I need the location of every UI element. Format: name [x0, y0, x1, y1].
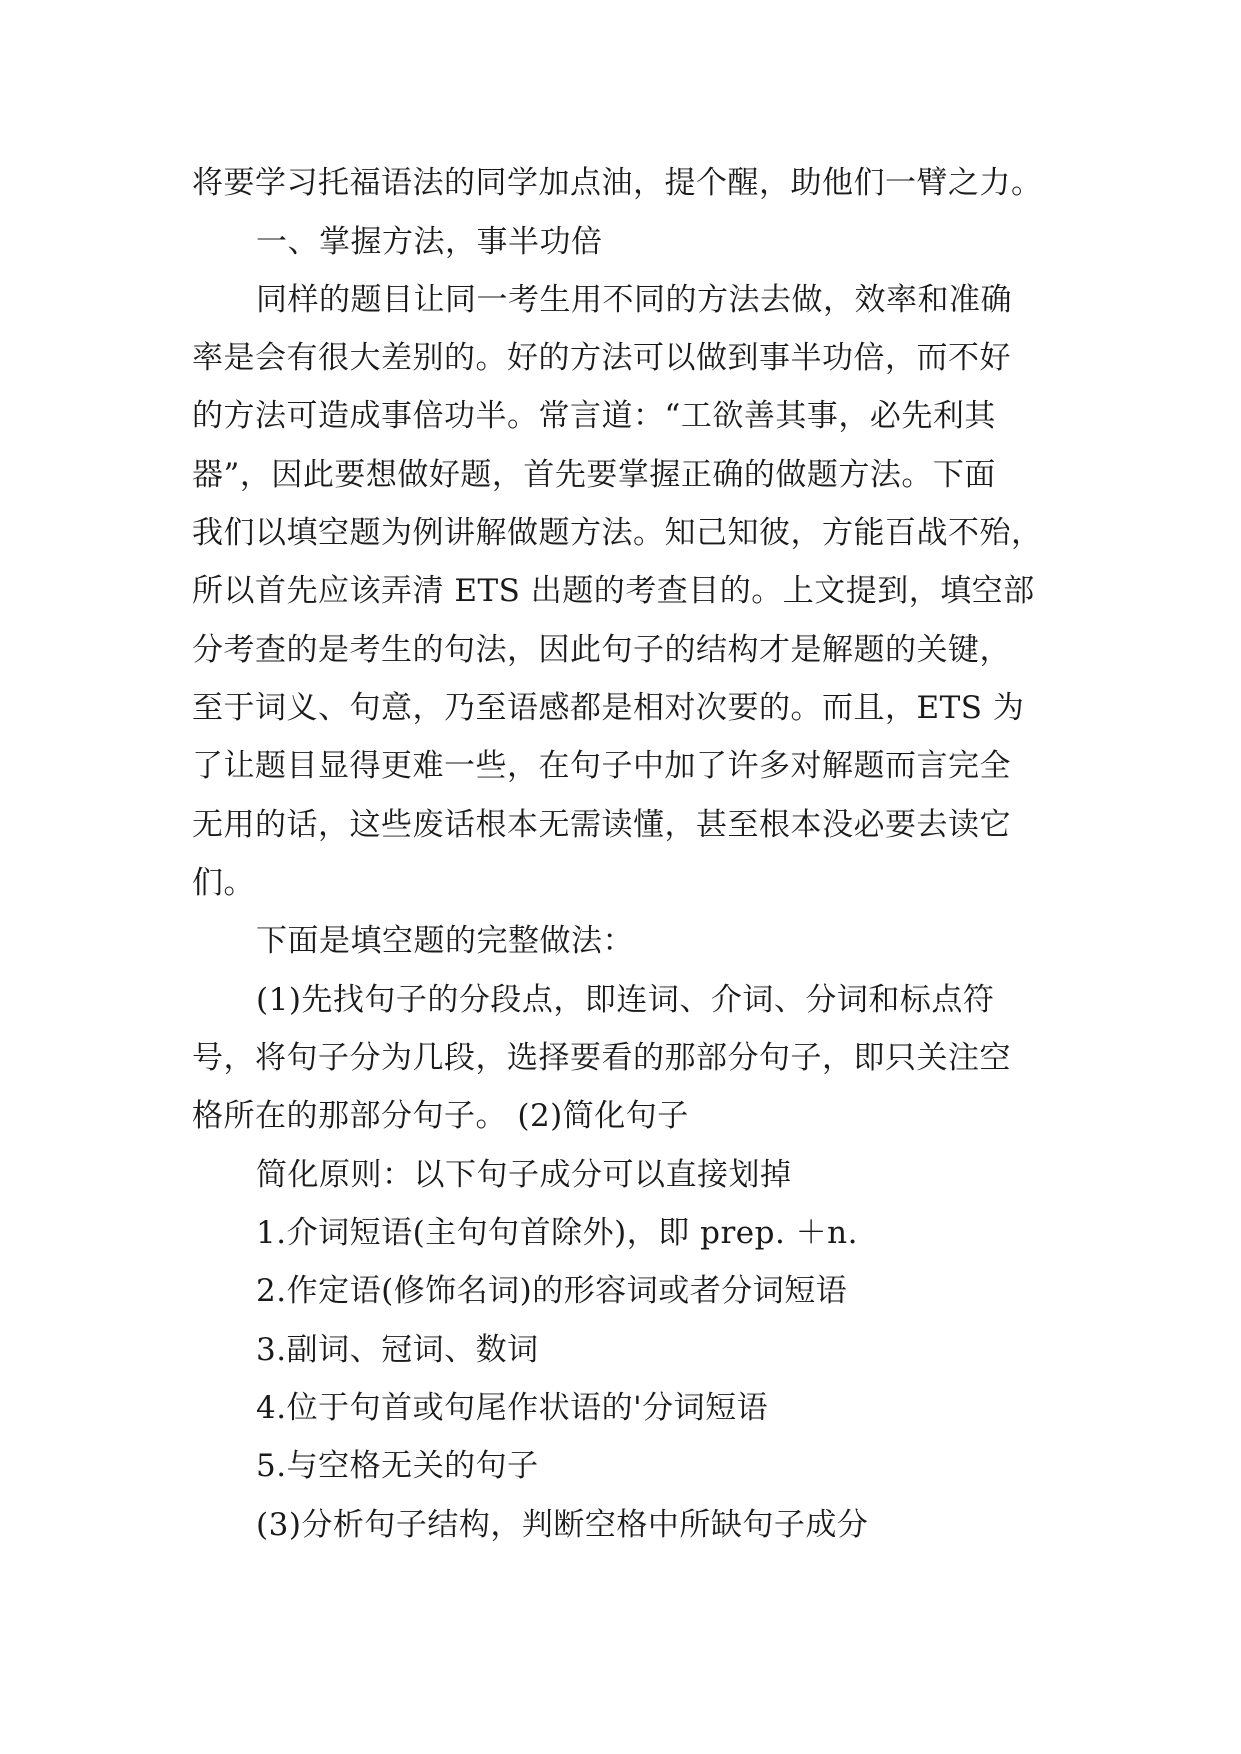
paragraph-line-10: 至于词义、句意，乃至语感都是相对次要的。而且，ETS 为	[192, 690, 1025, 726]
paragraph-line-15: (1)先找句子的分段点，即连词、介词、分词和标点符	[256, 982, 995, 1018]
paragraph-line-16: 号，将句子分为几段，选择要看的那部分句子，即只关注空	[192, 1040, 1011, 1076]
list-item-1: 1.介词短语(主句句首除外)，即 prep. ＋n.	[256, 1215, 858, 1251]
list-item-3: 3.副词、冠词、数词	[256, 1332, 539, 1368]
paragraph-line-18: 简化原则：以下句子成分可以直接划掉	[256, 1157, 792, 1193]
list-item-4: 4.位于句首或句尾作状语的'分词短语	[256, 1390, 769, 1426]
section-heading: 一、掌握方法，事半功倍	[256, 224, 603, 260]
paragraph-line-8: 所以首先应该弄清 ETS 出题的考查目的。上文提到，填空部	[192, 573, 1035, 609]
paragraph-line-17: 格所在的那部分句子。 (2)简化句子	[192, 1098, 689, 1134]
paragraph-line-13: 们。	[192, 865, 255, 901]
paragraph-line-3: 同样的题目让同一考生用不同的方法去做，效率和准确	[256, 282, 1012, 318]
paragraph-line-4: 率是会有很大差别的。好的方法可以做到事半功倍，而不好	[192, 340, 1011, 376]
paragraph-line-12: 无用的话，这些废话根本无需读懂，甚至根本没必要去读它	[192, 807, 1011, 843]
paragraph-line-14: 下面是填空题的完整做法：	[256, 923, 634, 959]
paragraph-line-6: 器”，因此要想做好题，首先要掌握正确的做题方法。下面	[192, 457, 996, 493]
list-item-5: 5.与空格无关的句子	[256, 1448, 539, 1484]
paragraph-line-24: (3)分析句子结构，判断空格中所缺句子成分	[256, 1507, 869, 1543]
paragraph-line-11: 了让题目显得更难一些，在句子中加了许多对解题而言完全	[192, 748, 1011, 784]
paragraph-line-1: 将要学习托福语法的同学加点油，提个醒，助他们一臂之力。	[192, 165, 1043, 201]
list-item-2: 2.作定语(修饰名词)的形容词或者分词短语	[256, 1273, 848, 1309]
paragraph-line-9: 分考查的是考生的句法，因此句子的结构才是解题的关键，	[192, 632, 1011, 668]
paragraph-line-7: 我们以填空题为例讲解做题方法。知己知彼，方能百战不殆，	[192, 515, 1043, 551]
paragraph-line-5: 的方法可造成事倍功半。常言道：“工欲善其事，必先利其	[192, 398, 996, 434]
